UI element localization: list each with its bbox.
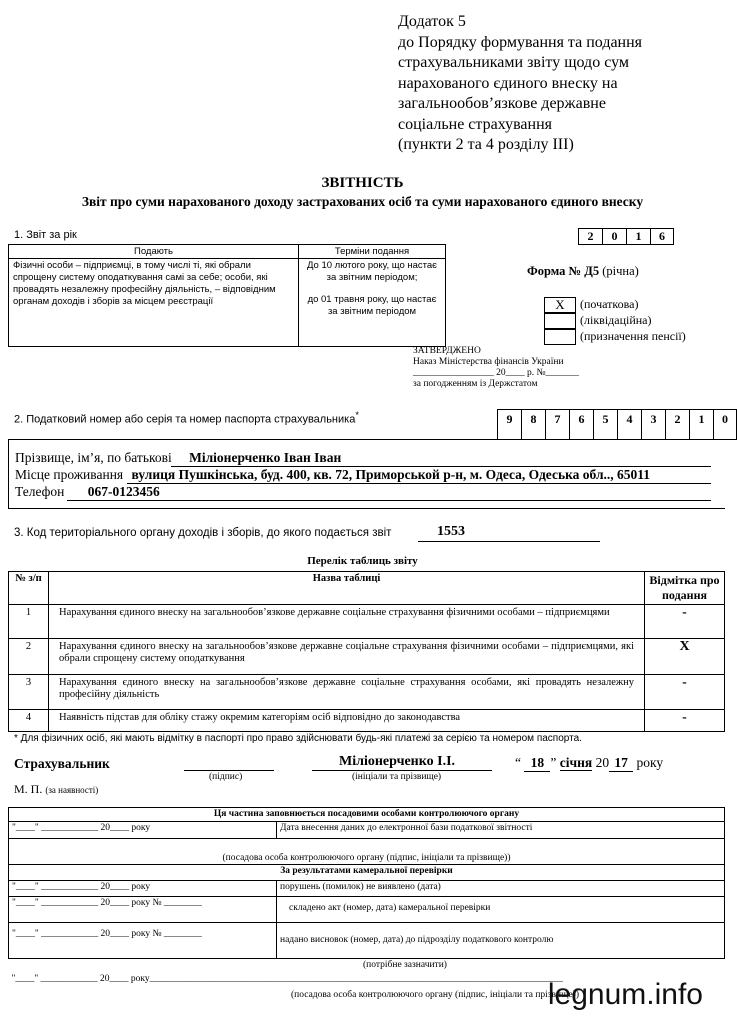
review-r1-date[interactable]: "____" ____________ 20____ року: [9, 881, 277, 897]
stamp-note: (за наявності): [45, 785, 99, 795]
addendum-block: [398, 12, 718, 156]
table-row: [9, 639, 725, 675]
table-row-mark[interactable]: -: [645, 675, 725, 710]
filing-deadline-2: до 01 травня року, що настає за звітним періодом: [307, 294, 437, 317]
tax-id-digit[interactable]: 8: [521, 409, 545, 440]
tax-id-digit[interactable]: 1: [689, 409, 713, 440]
signatory-underline: [312, 770, 492, 771]
year-digit[interactable]: 0: [602, 228, 626, 245]
table-row-mark[interactable]: -: [645, 605, 725, 639]
control-date-entry[interactable]: "____" ____________ 20____ року: [9, 822, 277, 839]
approved-line: _________________ 20____ р. №_______: [413, 368, 579, 378]
table-row-name: Нарахування єдиного внеску на загальнообов’язкове державне соціальне страхування особами, які провадять незалежну професійну діяльність: [49, 675, 645, 710]
person-phone-label: Телефон: [15, 484, 65, 499]
tax-id-digit[interactable]: 5: [593, 409, 617, 440]
tax-id-digit[interactable]: 7: [545, 409, 569, 440]
tables-list: [8, 571, 725, 732]
addendum-line: (пункти 2 та 4 розділу III): [398, 136, 574, 153]
year-digit[interactable]: 1: [626, 228, 650, 245]
table-row-mark[interactable]: X: [645, 639, 725, 675]
review-r3-note: (потрібне зазначити): [363, 960, 447, 970]
tax-id-digit[interactable]: 2: [665, 409, 689, 440]
date-month[interactable]: січня: [559, 755, 593, 770]
approved-line: ЗАТВЕРДЖЕНО: [413, 346, 481, 356]
person-phone-line: [15, 484, 160, 500]
signature-label: Страхувальник: [14, 756, 110, 771]
tax-id-digit[interactable]: 6: [569, 409, 593, 440]
tables-list-title: Перелік таблиць звіту: [307, 555, 418, 567]
watermark-text: legnum.info: [547, 978, 703, 1011]
signature-caption: (підпис): [209, 772, 243, 782]
filing-deadline-1: До 10 лютого року, що настає за звітним періодом;: [306, 260, 438, 283]
person-address-underline: [127, 483, 711, 484]
report-type-pension-checkbox[interactable]: [544, 329, 576, 345]
document-title: ЗВІТНІСТЬ: [321, 175, 404, 191]
review-r3-label: надано висновок (номер, дата) до підрозділу податкового контролю: [280, 935, 554, 945]
date-year-prefix: 20: [595, 755, 610, 770]
control-section: [8, 807, 725, 1003]
filing-table: [8, 244, 446, 347]
stamp-line: [14, 782, 98, 797]
table-row-mark[interactable]: -: [645, 710, 725, 732]
table-row-num: 1: [9, 605, 49, 639]
territorial-code-underline: [418, 541, 600, 542]
review-r4-caption: (посадова особа контролюючого органу (підпис, ініціали та прізвище)): [291, 989, 579, 1000]
tax-id-digit[interactable]: 3: [641, 409, 665, 440]
review-r4-date[interactable]: "____" ____________ 20____ року_______________________________________________________________________________________: [11, 973, 563, 984]
table-row: [9, 605, 725, 639]
table-row-num: 3: [9, 675, 49, 710]
stamp-label: М. П.: [14, 782, 43, 796]
form-number: [527, 264, 639, 279]
tax-id-boxes[interactable]: [497, 409, 737, 440]
addendum-line: нарахованого єдиного внеску на: [398, 74, 618, 92]
report-type-initial-checkbox[interactable]: X: [544, 297, 576, 313]
footnote: * Для фізичних осіб, які мають відмітку в паспорті про право здійснювати будь-які платежі за серією та номером паспорта.: [14, 733, 582, 744]
signatory-caption: (ініціали та прізвище): [352, 772, 442, 782]
review-r3-cell: [277, 923, 725, 959]
table-row-name: Наявність підстав для обліку стажу окремим категоріям осіб відповідно до законодавства: [49, 710, 645, 732]
addendum-line: загальнообов’язкове державне: [398, 95, 606, 112]
report-year-label: 1. Звіт за рік: [14, 229, 77, 241]
addendum-line: Додаток 5: [398, 13, 466, 30]
person-phone-underline: [67, 500, 711, 501]
date-quote-close: ”: [550, 755, 557, 770]
tax-id-label-wrap: [14, 410, 359, 426]
filing-header-who: Подають: [9, 245, 299, 259]
date-quote-open: “: [515, 755, 521, 770]
tables-list-header-name: Назва таблиці: [49, 572, 645, 605]
table-row-name: Нарахування єдиного внеску на загальнообов’язкове державне соціальне страхування фізичними особами – підприємцями: [49, 605, 645, 639]
date-year[interactable]: 17: [609, 755, 633, 772]
approved-line: Наказ Міністерства фінансів України: [413, 357, 564, 367]
person-phone-value[interactable]: 067-0123456: [87, 484, 160, 499]
report-type-pension-label: (призначення пенсії): [580, 329, 686, 343]
review-header: За результатами камеральної перевірки: [9, 865, 725, 881]
review-r3-date[interactable]: "____" ____________ 20____ року № ________: [9, 923, 277, 959]
tables-list-header-num: № з/п: [9, 572, 49, 605]
report-type-initial-label: (початкова): [580, 297, 639, 311]
approved-line: за погодженням із Держстатом: [413, 379, 538, 389]
tax-id-digit[interactable]: 0: [713, 409, 737, 440]
person-name-line: [15, 450, 341, 466]
table-row: [9, 710, 725, 732]
review-r2-label: складено акт (номер, дата) камеральної перевірки: [277, 897, 725, 923]
table-row-num: 2: [9, 639, 49, 675]
review-r1-label: порушень (помилок) не виявлено (дата): [277, 881, 725, 897]
review-r2-date[interactable]: "____" ____________ 20____ року № ________: [9, 897, 277, 923]
filing-who: Фізичні особи – підприємці, в тому числі ті, які обрали спрощену систему оподаткування самі за себе; особи, які провадять незалежну професійну діяльність, – відповідним органам доходів і зборів за місцем реєстрації: [9, 259, 299, 347]
table-row: [9, 675, 725, 710]
signature-date[interactable]: [515, 755, 663, 772]
territorial-code-label: 3. Код територіального органу доходів і зборів, до якого подається звіт: [14, 527, 392, 539]
tax-id-digit[interactable]: 4: [617, 409, 641, 440]
person-name-value[interactable]: Міліонерченко Іван Іван: [189, 450, 342, 465]
tax-id-star: *: [355, 410, 359, 420]
table-row-num: 4: [9, 710, 49, 732]
year-digit[interactable]: 6: [650, 228, 674, 245]
tax-id-label: 2. Податковий номер або серія та номер паспорта страхувальника: [14, 413, 356, 426]
addendum-line: страхувальниками звіту щодо сум: [398, 54, 629, 71]
year-digit[interactable]: 2: [578, 228, 602, 245]
control-header: Ця частина заповнюється посадовими особами контролюючого органу: [9, 808, 725, 822]
person-details: [8, 439, 725, 509]
report-year-boxes[interactable]: [578, 228, 674, 245]
filing-header-deadline: Терміни подання: [299, 245, 446, 259]
person-name-label: Прізвище, ім’я, по батькові: [15, 450, 172, 465]
form-number-suffix: (річна): [602, 264, 639, 278]
signature-underline[interactable]: [184, 770, 274, 771]
filing-deadlines: [299, 259, 446, 347]
person-address-value[interactable]: вулиця Пушкінська, буд. 400, кв. 72, Приморськой р-н, м. Одеса, Одеська обл.., 65011: [131, 467, 651, 482]
approved-block: [413, 346, 643, 390]
signatory-name[interactable]: Міліонерченко І.І.: [339, 754, 456, 769]
report-type-liquidation-label: (ліквідаційна): [580, 313, 652, 327]
person-address-label: Місце проживання: [15, 467, 124, 482]
table-row-name: Нарахування єдиного внеску на загальнообов’язкове державне соціальне страхування фізичними особами – підприємцями, які обрали спрощену систему оподаткування: [49, 639, 645, 675]
document-subtitle: Звіт про суми нарахованого доходу застрахованих осіб та суми нарахованого єдиного внеску: [81, 194, 644, 209]
date-day[interactable]: 18: [524, 755, 550, 772]
form-number-label: Форма № Д5: [527, 264, 600, 278]
addendum-line: до Порядку формування та подання: [398, 33, 643, 51]
territorial-code-value[interactable]: 1553: [437, 524, 465, 539]
tables-list-header-mark: Відмітка про подання: [645, 572, 725, 605]
control-date-entry-label: Дата внесення даних до електронної бази податкової звітності: [277, 822, 725, 839]
addendum-line: соціальне страхування: [398, 115, 553, 133]
control-official-caption: (посадова особа контролюючого органу (підпис, ініціали та прізвище)): [9, 839, 725, 865]
person-address-line: [15, 467, 650, 483]
report-type-liquidation-checkbox[interactable]: [544, 313, 576, 329]
date-suffix: року: [636, 755, 664, 770]
tax-id-digit[interactable]: 9: [497, 409, 521, 440]
